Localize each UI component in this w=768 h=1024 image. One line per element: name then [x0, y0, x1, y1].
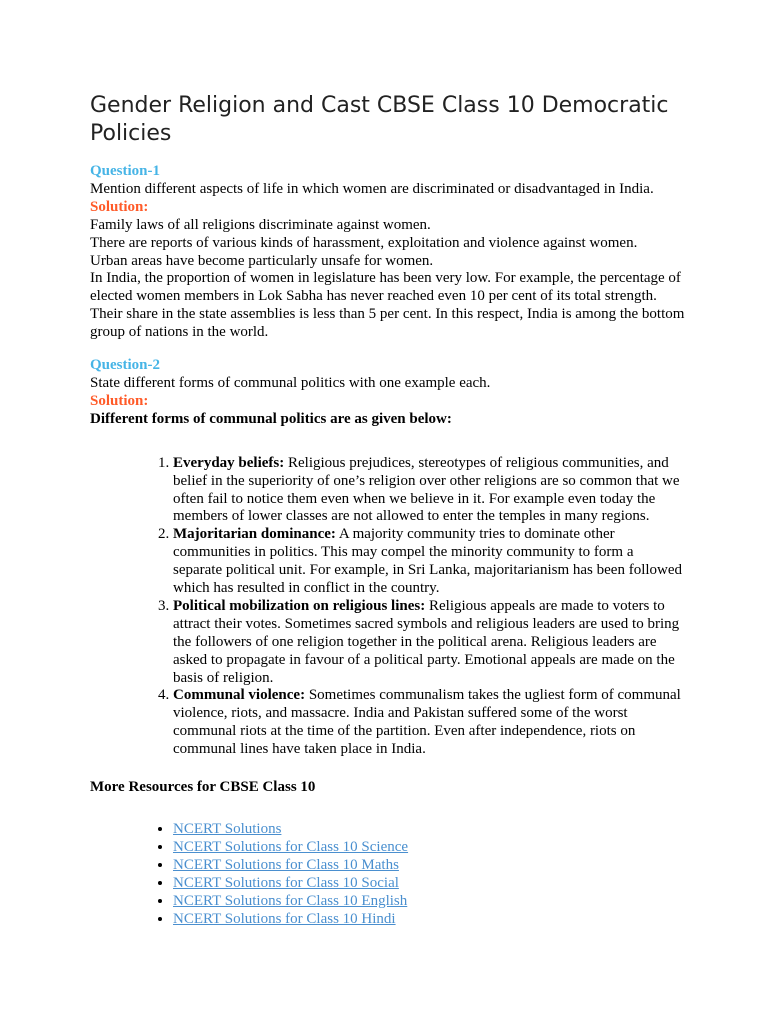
question-2-label: Question-2	[90, 357, 161, 374]
resource-item	[173, 875, 690, 893]
question-1-label: Question-1	[90, 163, 161, 179]
resource-item	[173, 839, 690, 857]
resource-item	[173, 911, 690, 929]
answer-paragraph: In India, the proportion of women in legislature has been very low. For example, the percentage of elected women members in Lok Sabha has never reached even 10 per cent of its total strength. Their share in the state assemblies is less than 5 per cent. In this respect, India is among the bottom group of nations in the world.	[90, 270, 685, 341]
resource-link-hindi[interactable]: NCERT Solutions for Class 10 Hindi	[173, 910, 396, 927]
list-item	[173, 526, 683, 598]
question-1-text: Mention different aspects of life in which women are discriminated or disadvantaged in India.	[90, 180, 654, 197]
resource-item	[173, 821, 690, 839]
question-2-text: State different forms of communal politics with one example each.	[90, 374, 491, 391]
resources-heading: More Resources for CBSE Class 10	[90, 779, 316, 796]
resource-link-english[interactable]: NCERT Solutions for Class 10 English	[173, 892, 408, 909]
list-item	[173, 598, 683, 688]
list-item-term: Communal violence:	[173, 687, 306, 704]
communal-politics-list	[90, 455, 683, 759]
list-item	[173, 687, 683, 759]
document-body	[90, 163, 690, 928]
list-item-text: Religious appeals are made to voters to attract their votes. Sometimes sacred symbols and religious leaders are used to bring the followers of one religion together in the political arena. Religious leaders are asked to propagate in favour of a political party. Emotional appeals are made on the basis of religion.	[173, 597, 680, 686]
resource-link-maths[interactable]: NCERT Solutions for Class 10 Maths	[173, 856, 399, 873]
answer-line: There are reports of various kinds of harassment, exploitation and violence against women.	[90, 234, 638, 251]
resource-link-social[interactable]: NCERT Solutions for Class 10 Social	[173, 874, 399, 891]
resource-item	[173, 857, 690, 875]
resource-item	[173, 893, 690, 911]
list-item-term: Political mobilization on religious lines:	[173, 597, 426, 614]
answer-line: Family laws of all religions discriminate against women.	[90, 216, 431, 233]
list-item-term: Everyday beliefs:	[173, 454, 285, 471]
answer-line: Urban areas have become particularly unsafe for women.	[90, 252, 434, 269]
list-item-text: Sometimes communalism takes the ugliest form of communal violence, riots, and massacre. India and Pakistan suffered some of the worst communal riots at the time of the partition. Even after independence, riots on communal lines have taken place in India.	[173, 687, 681, 758]
list-item-text: Religious prejudices, stereotypes of religious communities, and belief in the superiority of one’s religion over other religions are so common that we often fail to notice them even when we believe in it. For example even today the members of lower classes are not allowed to enter the temples in many regions.	[173, 454, 680, 525]
solution-1-label: Solution:	[90, 198, 149, 215]
resource-link-science[interactable]: NCERT Solutions for Class 10 Science	[173, 838, 409, 855]
resource-link-ncert-solutions[interactable]: NCERT Solutions	[173, 821, 282, 837]
list-item-term: Majoritarian dominance:	[173, 526, 336, 543]
list-item-text: A majority community tries to dominate other communities in politics. This may compel the minority community to form a separate political unit. For example, in Sri Lanka, majoritarianism has been followed which has resulted in conflict in the country.	[173, 526, 683, 597]
solution-2-label: Solution:	[90, 392, 149, 409]
list-item	[173, 455, 683, 527]
resources-list	[90, 821, 690, 928]
solution-2-intro: Different forms of communal politics are as given below:	[90, 410, 452, 427]
page-title: Gender Religion and Cast CBSE Class 10 Democratic Policies	[90, 93, 669, 146]
